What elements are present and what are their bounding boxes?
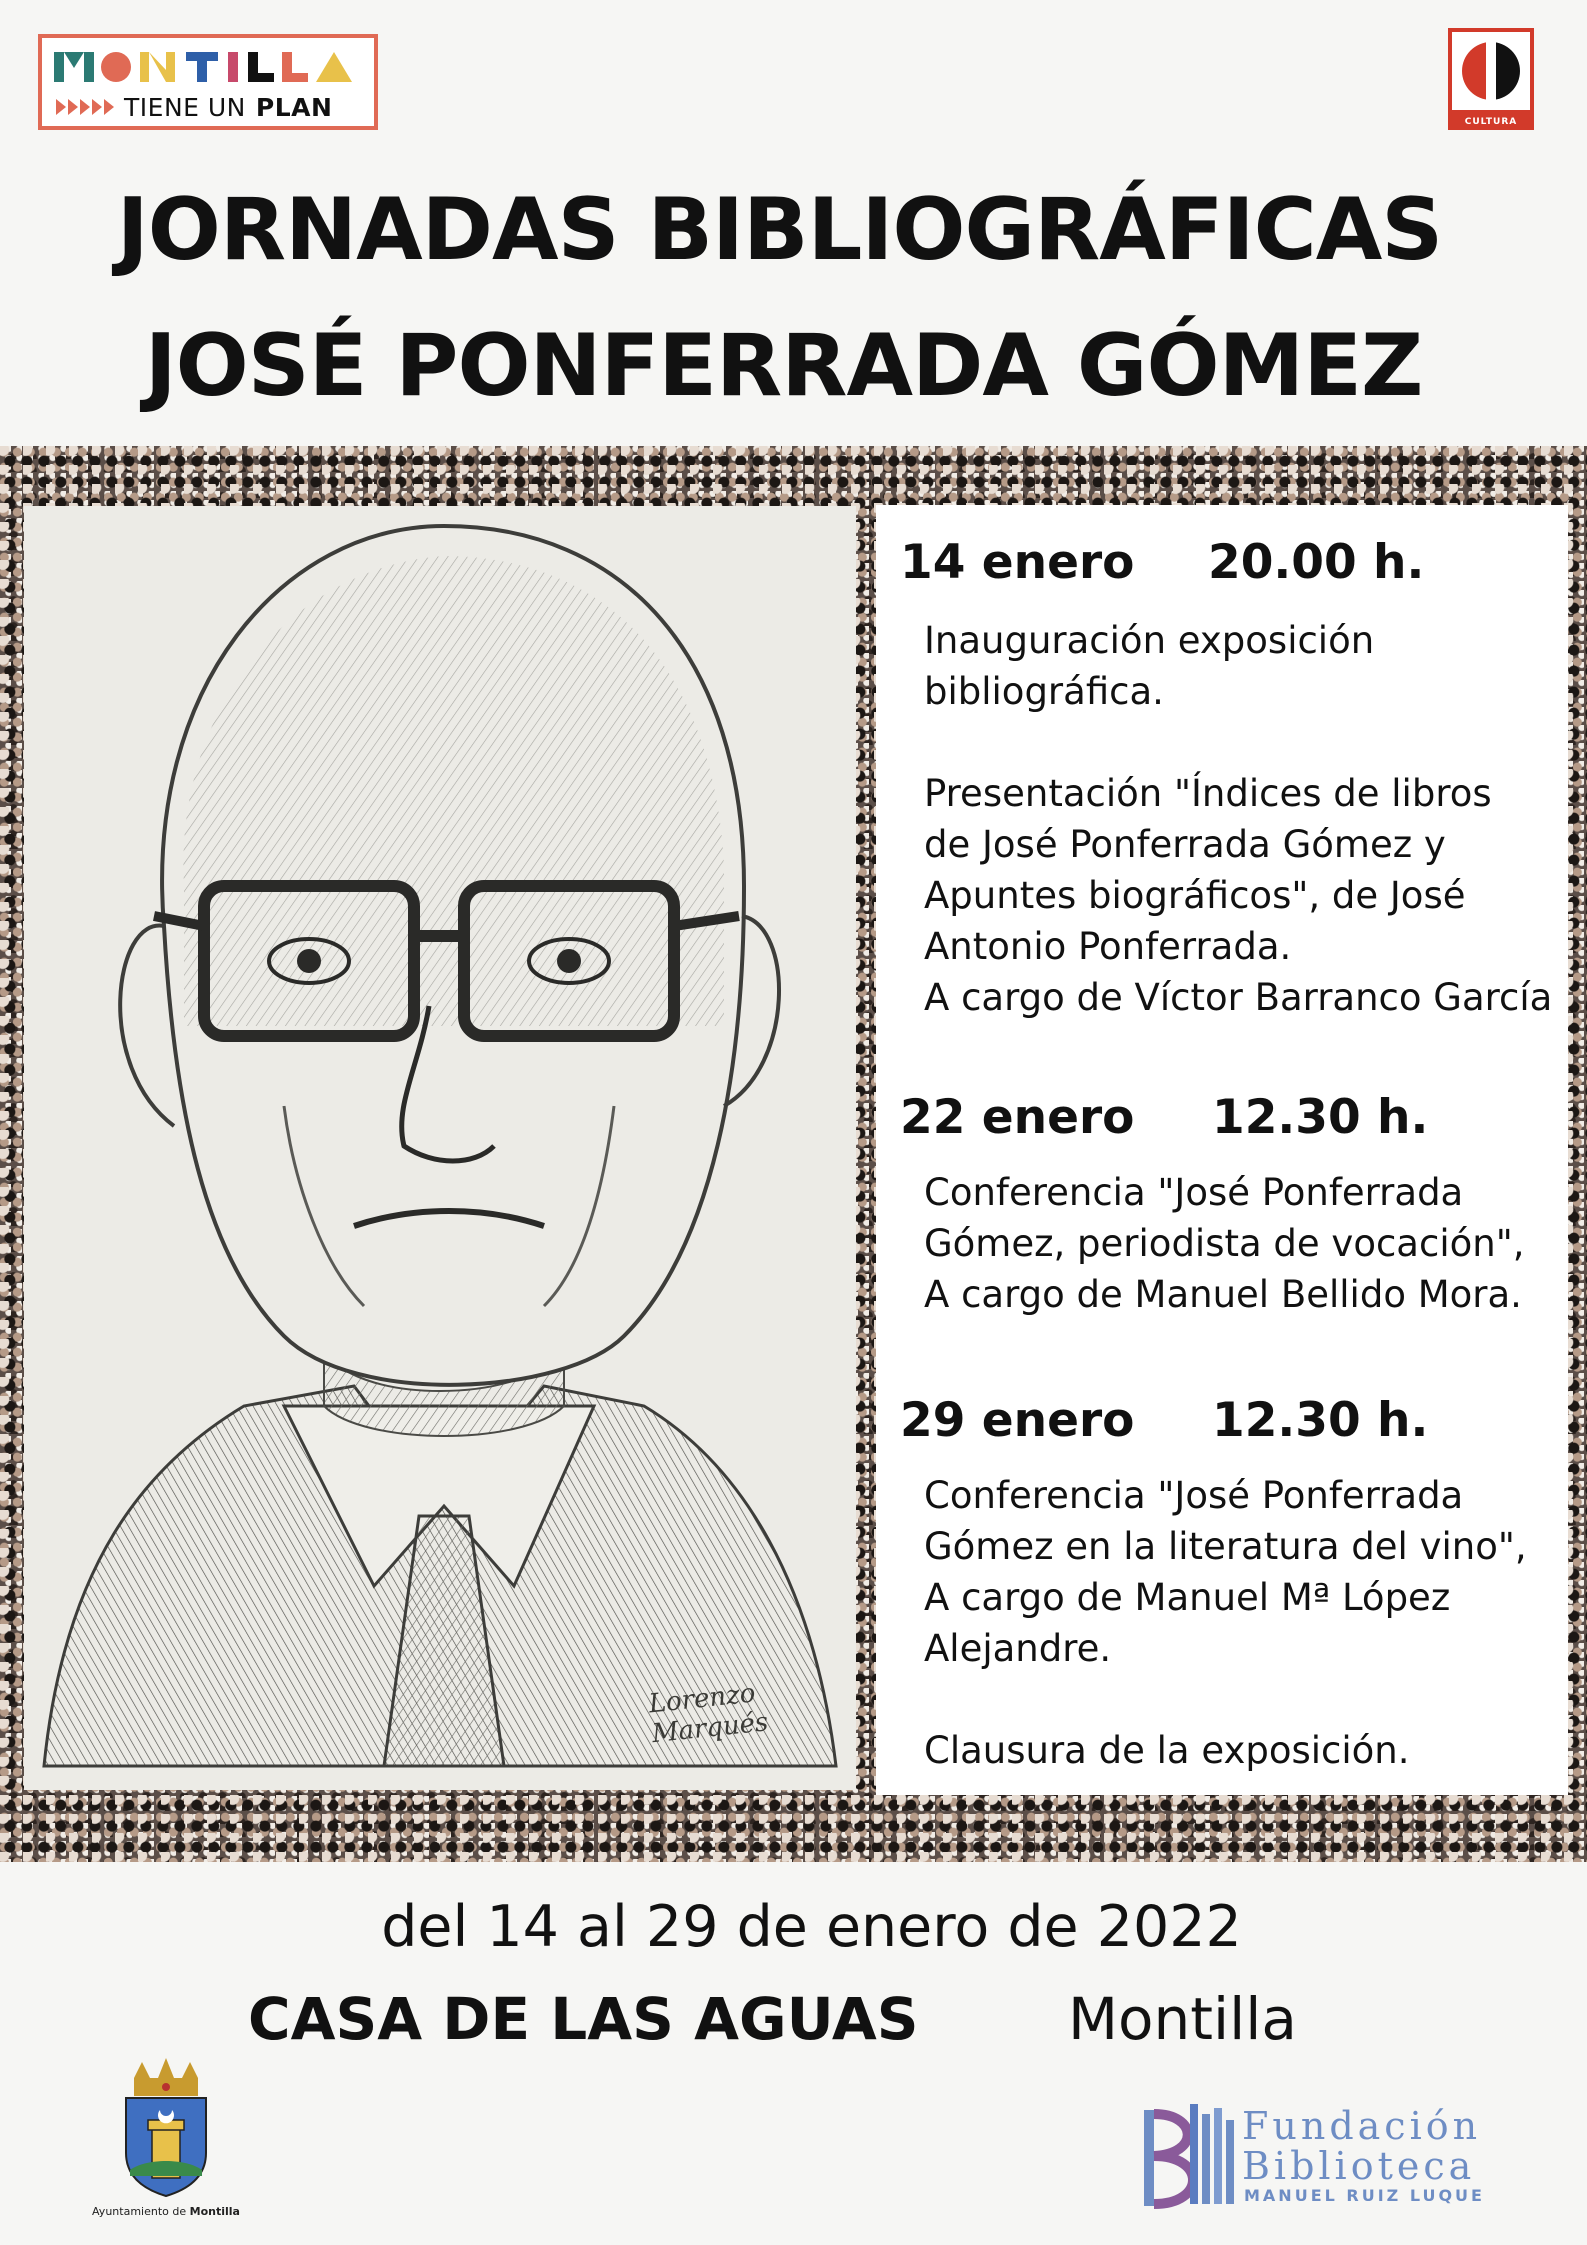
title-line-1: JORNADAS BIBLIOGRÁFICAS: [116, 180, 1443, 280]
portrait-sketch: [24, 506, 856, 1790]
fundacion-line-1: Fundación: [1242, 2104, 1482, 2148]
event-1-description: Inauguración exposición bibliográfica. Presentación "Índices de libros de José Ponferrada Gómez y Apuntes biográficos", de José Antonio Ponferrada. A cargo de Víctor Barranco García: [924, 619, 1553, 1019]
cultura-logo: [1448, 28, 1534, 130]
event-dates: del 14 al 29 de enero de 2022: [381, 1894, 1242, 1960]
montilla-tagline: [56, 90, 332, 124]
montilla-tiene-un-plan-logo: [38, 34, 378, 130]
ayuntamiento-prefix: Ayuntamiento de: [92, 2205, 187, 2218]
city-name: Montilla: [1068, 1985, 1297, 2053]
portrait-drawing: [24, 506, 856, 1790]
title-line-2: JOSÉ PONFERRADA GÓMEZ: [144, 316, 1423, 416]
event-3-time: 12.30 h.: [1212, 1393, 1429, 1448]
event-2-header: [900, 1090, 1429, 1145]
arrows-icon: [56, 99, 114, 115]
tagline-plan: PLAN: [255, 92, 333, 122]
biblioteca-b-icon: [1138, 2100, 1238, 2210]
ayuntamiento-town: Montilla: [189, 2205, 240, 2218]
fundacion-line-3: MANUEL RUIZ LUQUE: [1244, 2186, 1485, 2205]
cultura-emblem-icon: [1448, 28, 1534, 114]
event-3-date: 29 enero: [900, 1393, 1135, 1448]
event-2-time: 12.30 h.: [1212, 1090, 1429, 1145]
cultura-label: CULTURA: [1448, 114, 1534, 130]
fundacion-line-2: Biblioteca: [1242, 2144, 1476, 2188]
ayuntamiento-montilla-logo: [86, 2058, 246, 2218]
event-2-description: Conferencia "José Ponferrada Gómez, periodista de vocación", A cargo de Manuel Bellido Mora.: [924, 1171, 1525, 1316]
event-3-description: Conferencia "José Ponferrada Gómez en la literatura del vino", A cargo de Manuel Mª López Alejandre. Clausura de la exposición.: [924, 1474, 1527, 1772]
event-2-date: 22 enero: [900, 1090, 1135, 1145]
coat-of-arms-icon: [86, 2058, 246, 2198]
venue-name: CASA DE LAS AGUAS: [248, 1985, 919, 2053]
event-3-header: [900, 1393, 1429, 1448]
program-panel: [876, 505, 1568, 1795]
fundacion-biblioteca-logo: [1138, 2100, 1498, 2210]
montilla-wordmark: [54, 48, 366, 86]
event-1-time: 20.00 h.: [1208, 535, 1425, 590]
event-1-header: [900, 535, 1425, 590]
event-1-date: 14 enero: [900, 535, 1135, 590]
tagline-prefix: TIENE UN: [124, 92, 246, 122]
ayuntamiento-label: [86, 2205, 246, 2218]
portrait-signature: Lorenzo Marqués: [647, 1678, 770, 1750]
